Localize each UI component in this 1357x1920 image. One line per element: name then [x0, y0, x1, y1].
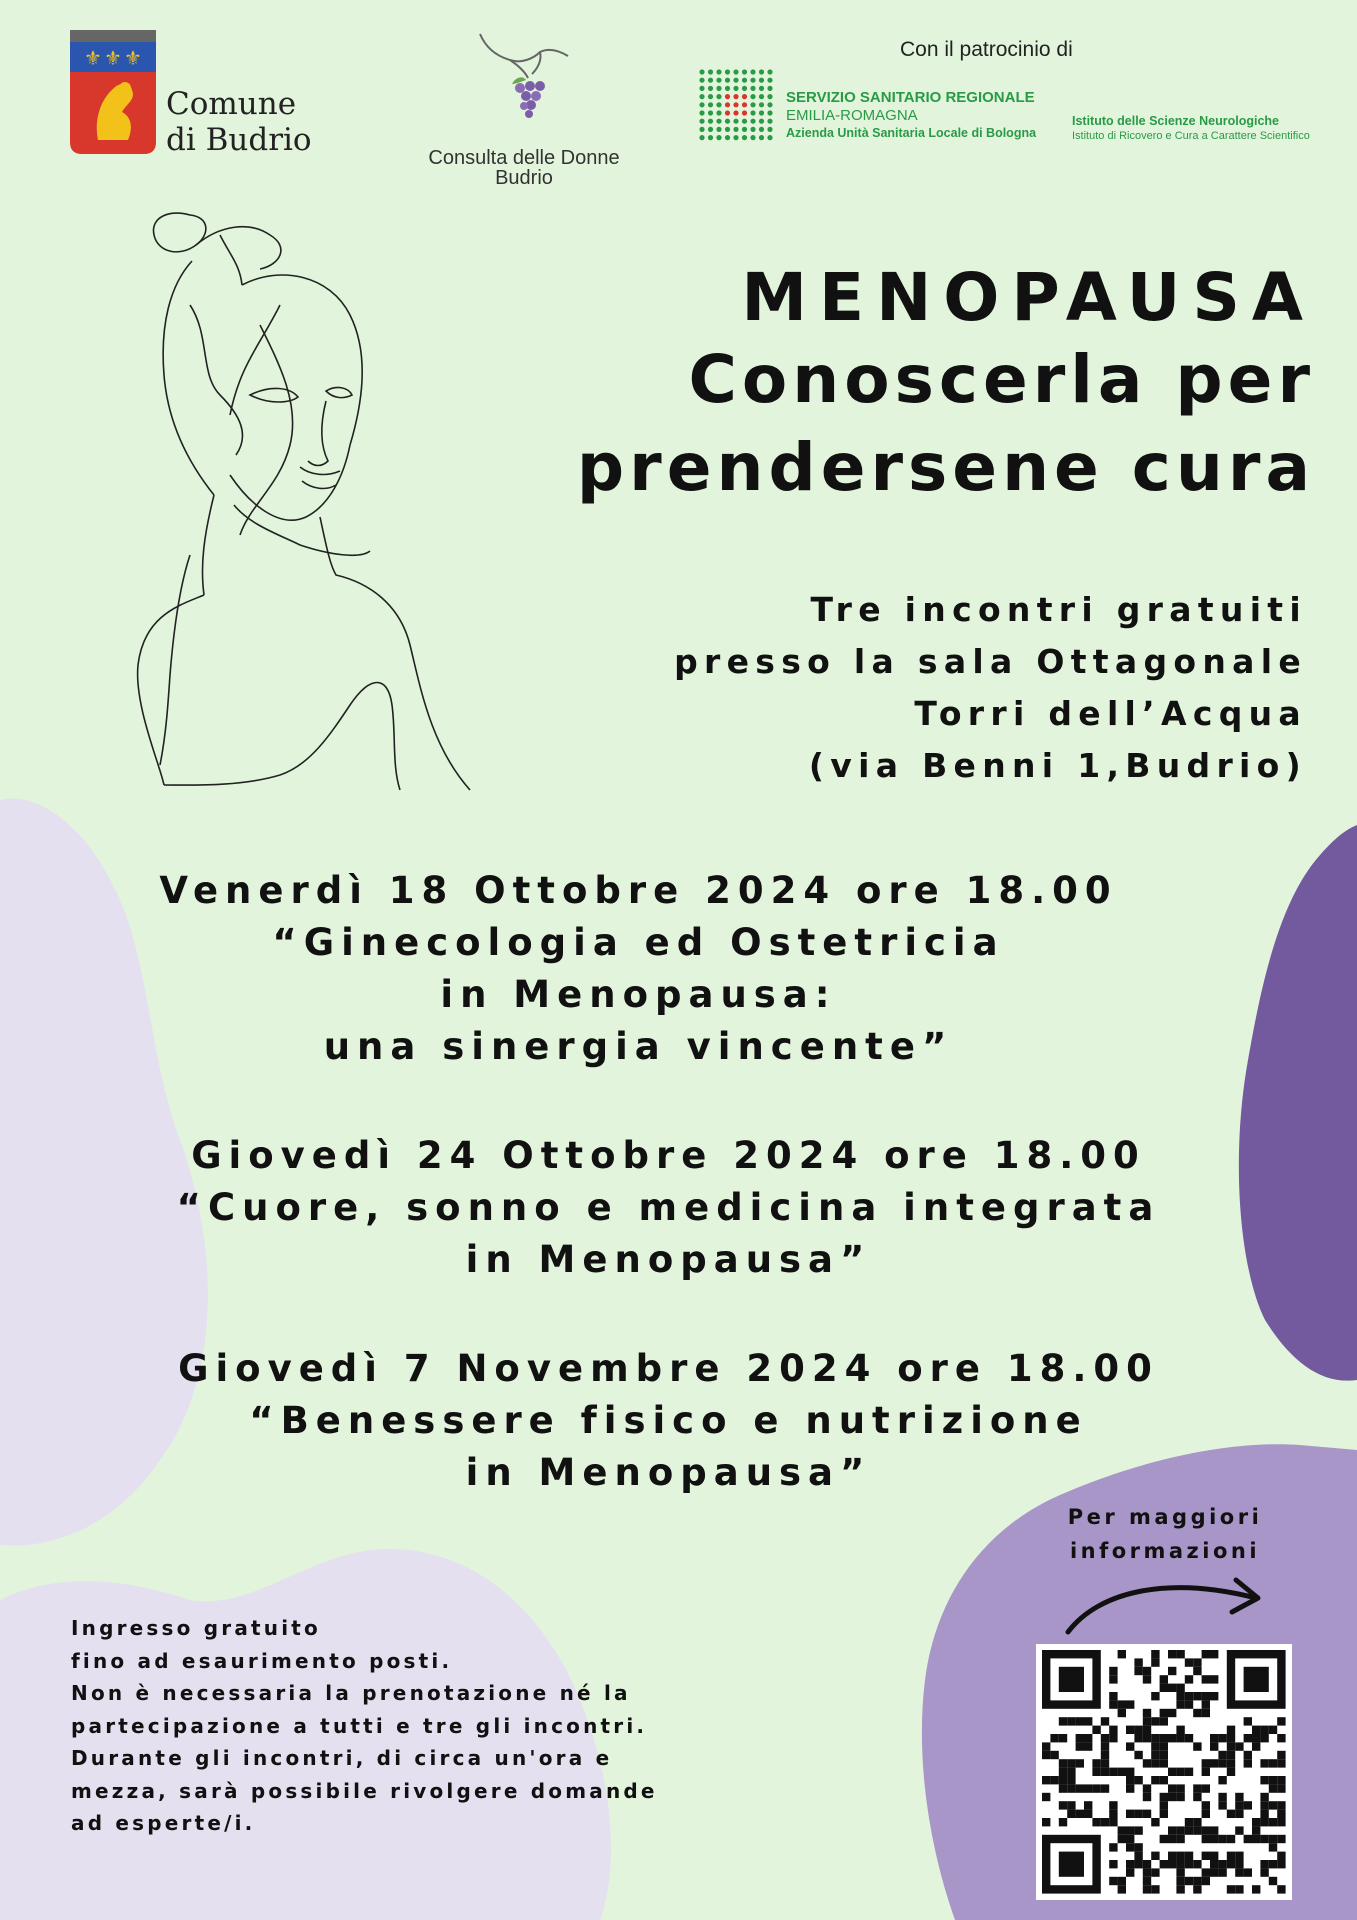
svg-text:⚜: ⚜	[124, 46, 142, 70]
isn-line2: Istituto di Ricovero e Cura a Carattere Scientifico	[1072, 130, 1310, 142]
event-topic-line: “Benessere fisico e nutrizione	[249, 1399, 1088, 1442]
comune-name-line1: Comune	[166, 86, 297, 122]
venue-line1: Tre incontri gratuiti	[810, 590, 1307, 629]
event-topic-line: una sinergia vincente”	[323, 1025, 954, 1068]
footnote-line: mezza, sarà possibile rivolgere domande	[71, 1778, 658, 1803]
ssr-line2: EMILIA-ROMAGNA	[786, 107, 918, 124]
svg-text:⚜: ⚜	[104, 46, 122, 70]
event-title	[577, 260, 1315, 512]
ssr-logo-icon	[698, 68, 774, 142]
consulta-name	[404, 148, 644, 188]
event-topic-line: in Menopausa”	[465, 1451, 872, 1494]
ssr-line1: SERVIZIO SANITARIO REGIONALE	[786, 89, 1035, 106]
event-date: Giovedì 7 Novembre 2024 ore 18.00	[178, 1347, 1159, 1390]
more-info-line1: Per maggiori	[1067, 1505, 1263, 1529]
venue-info	[674, 584, 1307, 792]
comune-name	[166, 86, 312, 158]
venue-line2: presso la sala Ottagonale	[674, 642, 1307, 681]
footnote-line: Durante gli incontri, di circa un'ora e	[71, 1746, 613, 1770]
footnote-line: ad esperte/i.	[71, 1811, 256, 1835]
event-1	[0, 865, 1317, 1073]
coat-of-arms-icon	[70, 30, 156, 154]
ssr-logo-text	[786, 89, 1036, 141]
title-line2: Conoscerla per	[688, 341, 1315, 418]
event-date: Venerdì 18 Ottobre 2024 ore 18.00	[159, 869, 1118, 912]
venue-line4: (via Benni 1,Budrio)	[808, 746, 1307, 785]
event-topic-line: in Menopausa”	[465, 1238, 872, 1281]
woman-line-art-illustration	[130, 205, 480, 805]
event-2	[0, 1130, 1347, 1286]
footnote-line: fino ad esaurimento posti.	[71, 1648, 453, 1673]
event-topic-line: “Ginecologia ed Ostetricia	[272, 921, 1005, 964]
footnote-line: Ingresso gratuito	[71, 1616, 321, 1640]
footnote-line: partecipazione a tutti e tre gli incontri.	[71, 1713, 648, 1738]
more-info-label	[1030, 1500, 1300, 1568]
comune-name-line2: di Budrio	[166, 122, 312, 158]
title-line3: prendersene cura	[576, 429, 1315, 506]
event-date: Giovedì 24 Ottobre 2024 ore 18.00	[191, 1134, 1146, 1177]
qr-code-icon[interactable]	[1036, 1644, 1292, 1900]
isn-line1: Istituto delle Scienze Neurologiche	[1072, 114, 1279, 128]
curved-arrow-icon	[1060, 1570, 1270, 1640]
event-3	[0, 1343, 1347, 1499]
event-topic-line: in Menopausa:	[440, 973, 837, 1016]
patrocinio-label: Con il patrocinio di	[900, 38, 1073, 61]
svg-text:⚜: ⚜	[84, 46, 102, 70]
footnote-line: Non è necessaria la prenotazione né la	[71, 1681, 631, 1705]
consulta-name-line2: Budrio	[495, 167, 553, 189]
ssr-line3: Azienda Unità Sanitaria Locale di Bologna	[786, 126, 1037, 140]
isn-logo-text	[1072, 114, 1310, 143]
more-info-line2: informazioni	[1069, 1539, 1261, 1563]
consulta-name-line1: Consulta delle Donne	[428, 147, 620, 169]
venue-line3: Torri dell’Acqua	[914, 694, 1307, 733]
hand-grapes-icon	[476, 30, 576, 130]
title-line1: MENOPAUSA	[741, 259, 1315, 336]
event-topic-line: “Cuore, sonno e medicina integrata	[176, 1186, 1161, 1229]
footnote	[71, 1612, 658, 1840]
